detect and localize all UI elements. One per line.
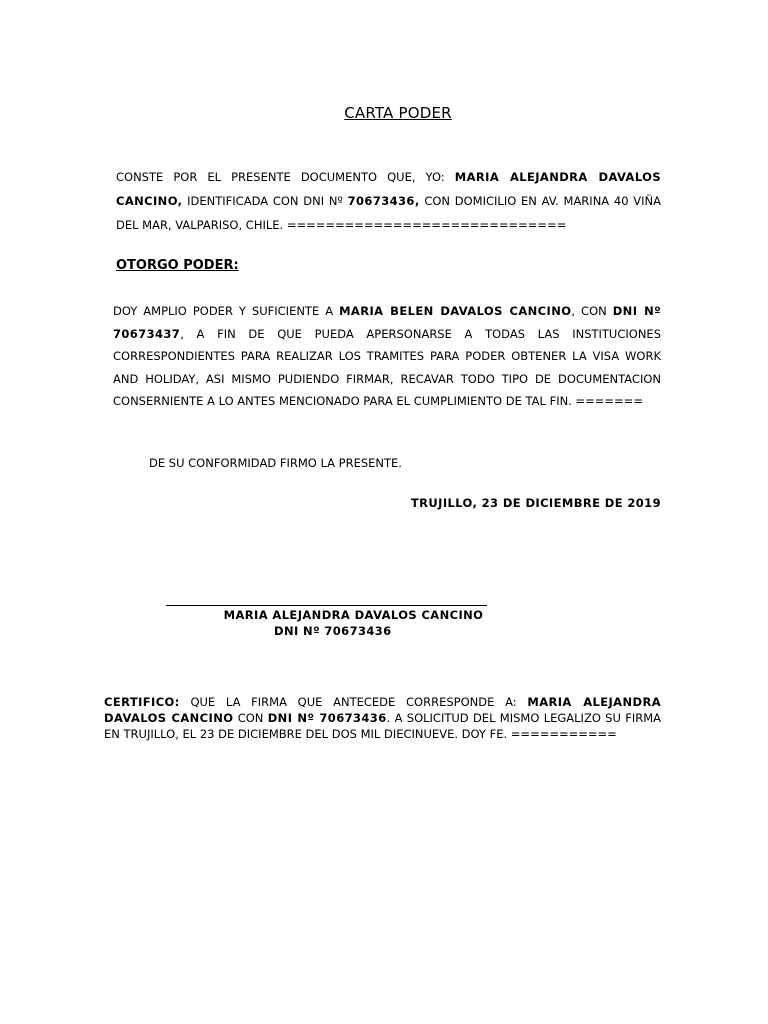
paragraph-conste-text-1: CONSTE POR EL PRESENTE DOCUMENTO QUE, YO: bbox=[116, 170, 455, 184]
paragraph-poder bbox=[113, 300, 661, 413]
paragraph-conste-text-2: IDENTIFICADA CON DNI Nº bbox=[182, 194, 348, 208]
certification-text-3: . A SOLICITUD DEL MISMO LEGALIZO SU FIRMA EN TRUJILLO, EL 23 DE DICIEMBRE DEL DOS MIL DIECINUEVE. DOY FE. =========== bbox=[104, 711, 661, 741]
place-date: TRUJILLO, 23 DE DICIEMBRE DE 2019 bbox=[410, 496, 661, 510]
certification-dni: DNI Nº 70673436 bbox=[267, 711, 387, 725]
attorney-dni: DNI Nº 70673437 bbox=[113, 304, 662, 341]
signature-line bbox=[166, 605, 487, 606]
paragraph-certification bbox=[104, 694, 661, 742]
certification-text-2: CON bbox=[233, 711, 268, 725]
grantor-name: MARIA ALEJANDRA DAVALOS CANCINO, bbox=[116, 170, 661, 208]
paragraph-conste-text-3: CON DOMICILIO EN AV. MARINA 40 VIÑA DEL MAR, VALPARISO, CHILE. ============================= bbox=[116, 194, 661, 232]
certification-label: CERTIFICO: bbox=[104, 695, 180, 709]
attorney-name: MARIA BELEN DAVALOS CANCINO bbox=[339, 304, 572, 318]
paragraph-conste bbox=[116, 165, 661, 237]
paragraph-poder-text-2: , CON bbox=[571, 304, 613, 318]
paragraph-poder-text-1: DOY AMPLIO PODER Y SUFICIENTE A bbox=[113, 304, 340, 318]
document-title: CARTA PODER bbox=[344, 104, 452, 122]
paragraph-poder-text-3: , A FIN DE QUE PUEDA APERSONARSE A TODAS LAS INSTITUCIONES CORRESPONDIENTES PARA REALIZAR LOS TRAMITES PARA PODER OBTENER LA VISA WORK AND HOLIDAY, ASI MISMO PUDIENDO FIRMAR, RECAVAR TODO TIPO DE DOCUMENTACION CONSERNIENTE A LO ANTES MENCIONADO PARA EL CUMPLIMIENTO DE TAL FIN. ======= bbox=[113, 326, 661, 408]
section-heading-otorgo-poder: OTORGO PODER: bbox=[116, 258, 239, 273]
signature-name: MARIA ALEJANDRA DAVALOS CANCINO bbox=[223, 608, 484, 622]
signature-dni: DNI Nº 70673436 bbox=[274, 624, 392, 638]
certification-text-1: QUE LA FIRMA QUE ANTECEDE CORRESPONDE A: bbox=[179, 695, 528, 709]
conformidad-statement: DE SU CONFORMIDAD FIRMO LA PRESENTE. bbox=[149, 456, 402, 470]
grantor-dni: 70673436, bbox=[347, 194, 420, 208]
certification-name: MARIA ALEJANDRA DAVALOS CANCINO bbox=[104, 695, 661, 725]
